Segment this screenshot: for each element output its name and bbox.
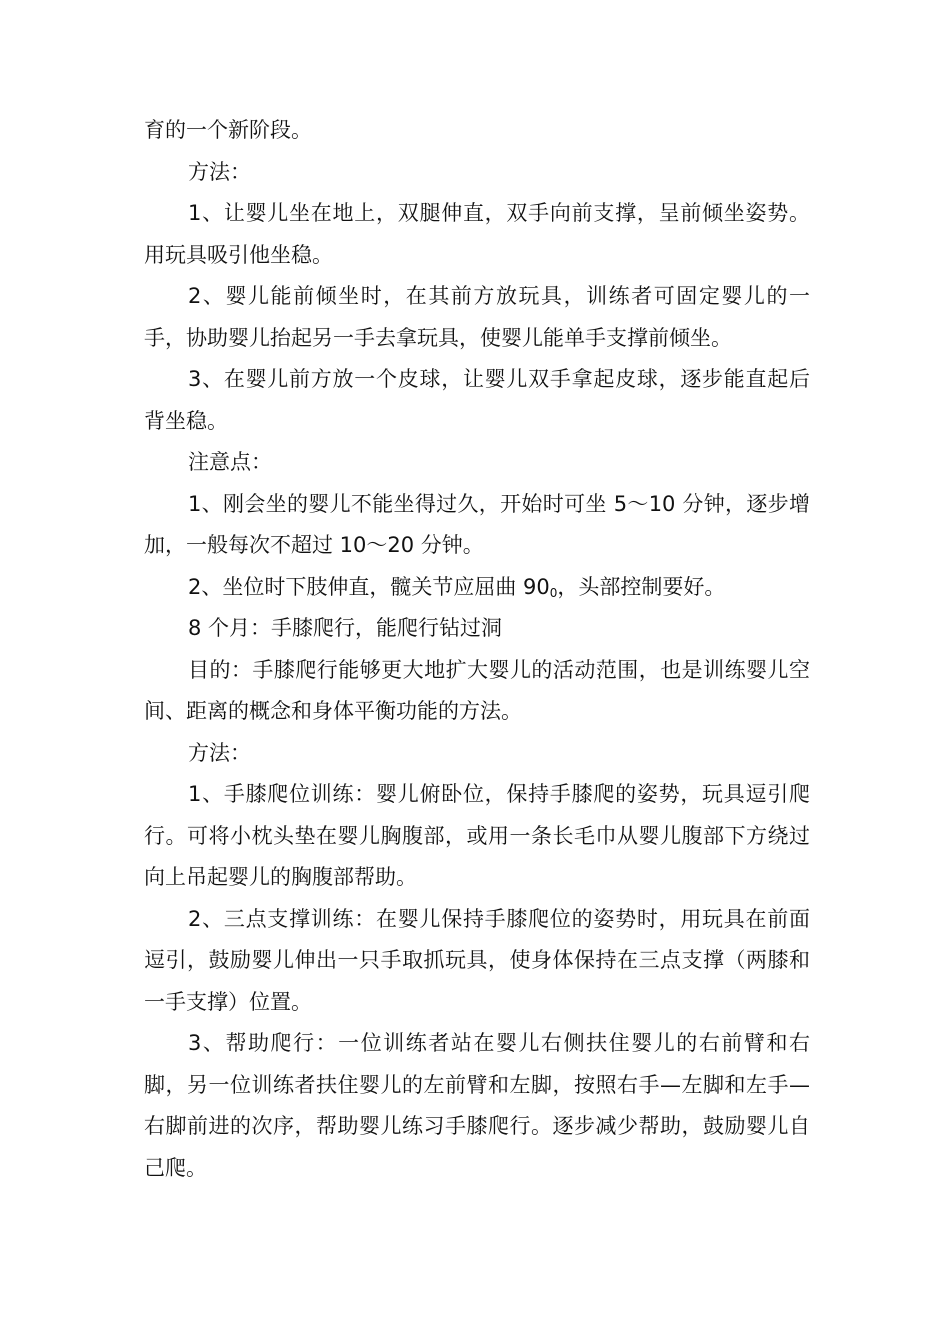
- paragraph-crawl-method-1: 1、手膝爬位训练：婴儿俯卧位，保持手膝爬的姿势，玩具逗引爬行。可将小枕头垫在婴儿胸腹部，或用一条长毛巾从婴儿腹部下方绕过向上吊起婴儿的胸腹部帮助。: [144, 782, 810, 889]
- document-body: [144, 110, 810, 1189]
- note-2-subscript: 0: [549, 585, 558, 600]
- note-2-text-before: 2、坐位时下肢伸直，髋关节应屈曲 90: [188, 574, 550, 599]
- heading-method-2: 方法：: [188, 740, 251, 765]
- heading-8-months: 8 个月：手膝爬行，能爬行钻过洞: [188, 616, 503, 640]
- paragraph-crawl-method-2: 2、三点支撑训练：在婴儿保持手膝爬位的姿势时，用玩具在前面逗引，鼓励婴儿伸出一只手取抓玩具，使身体保持在三点支撑（两膝和一手支撑）位置。: [144, 906, 810, 1014]
- paragraph-continuation: 育的一个新阶段。: [144, 118, 312, 142]
- paragraph-note-1: 1、刚会坐的婴儿不能坐得过久，开始时可坐 5～10 分钟，逐步增加，一般每次不超过 10～20 分钟。: [144, 491, 810, 557]
- paragraph-purpose: 目的：手膝爬行能够更大地扩大婴儿的活动范围，也是训练婴儿空间、距离的概念和身体平衡功能的方法。: [144, 657, 810, 723]
- paragraph-note-2: [144, 567, 810, 609]
- paragraph-method-3: 3、在婴儿前方放一个皮球，让婴儿双手拿起皮球，逐步能直起后背坐稳。: [144, 367, 810, 433]
- heading-method: 方法：: [188, 159, 251, 184]
- heading-notes: 注意点：: [188, 450, 272, 474]
- paragraph-method-1: 1、让婴儿坐在地上，双腿伸直，双手向前支撑，呈前倾坐姿势。用玩具吸引他坐稳。: [144, 201, 810, 267]
- note-2-text-after: ，头部控制要好。: [557, 574, 726, 599]
- paragraph-crawl-method-3: 3、帮助爬行：一位训练者站在婴儿右侧扶住婴儿的右前臂和右脚，另一位训练者扶住婴儿的左前臂和左脚，按照右手—左脚和左手—右脚前进的次序，帮助婴儿练习手膝爬行。逐步减少帮助，鼓励婴儿自己爬。: [144, 1031, 810, 1180]
- paragraph-method-2: 2、婴儿能前倾坐时，在其前方放玩具，训练者可固定婴儿的一手，协助婴儿抬起另一手去拿玩具，使婴儿能单手支撑前倾坐。: [144, 284, 810, 350]
